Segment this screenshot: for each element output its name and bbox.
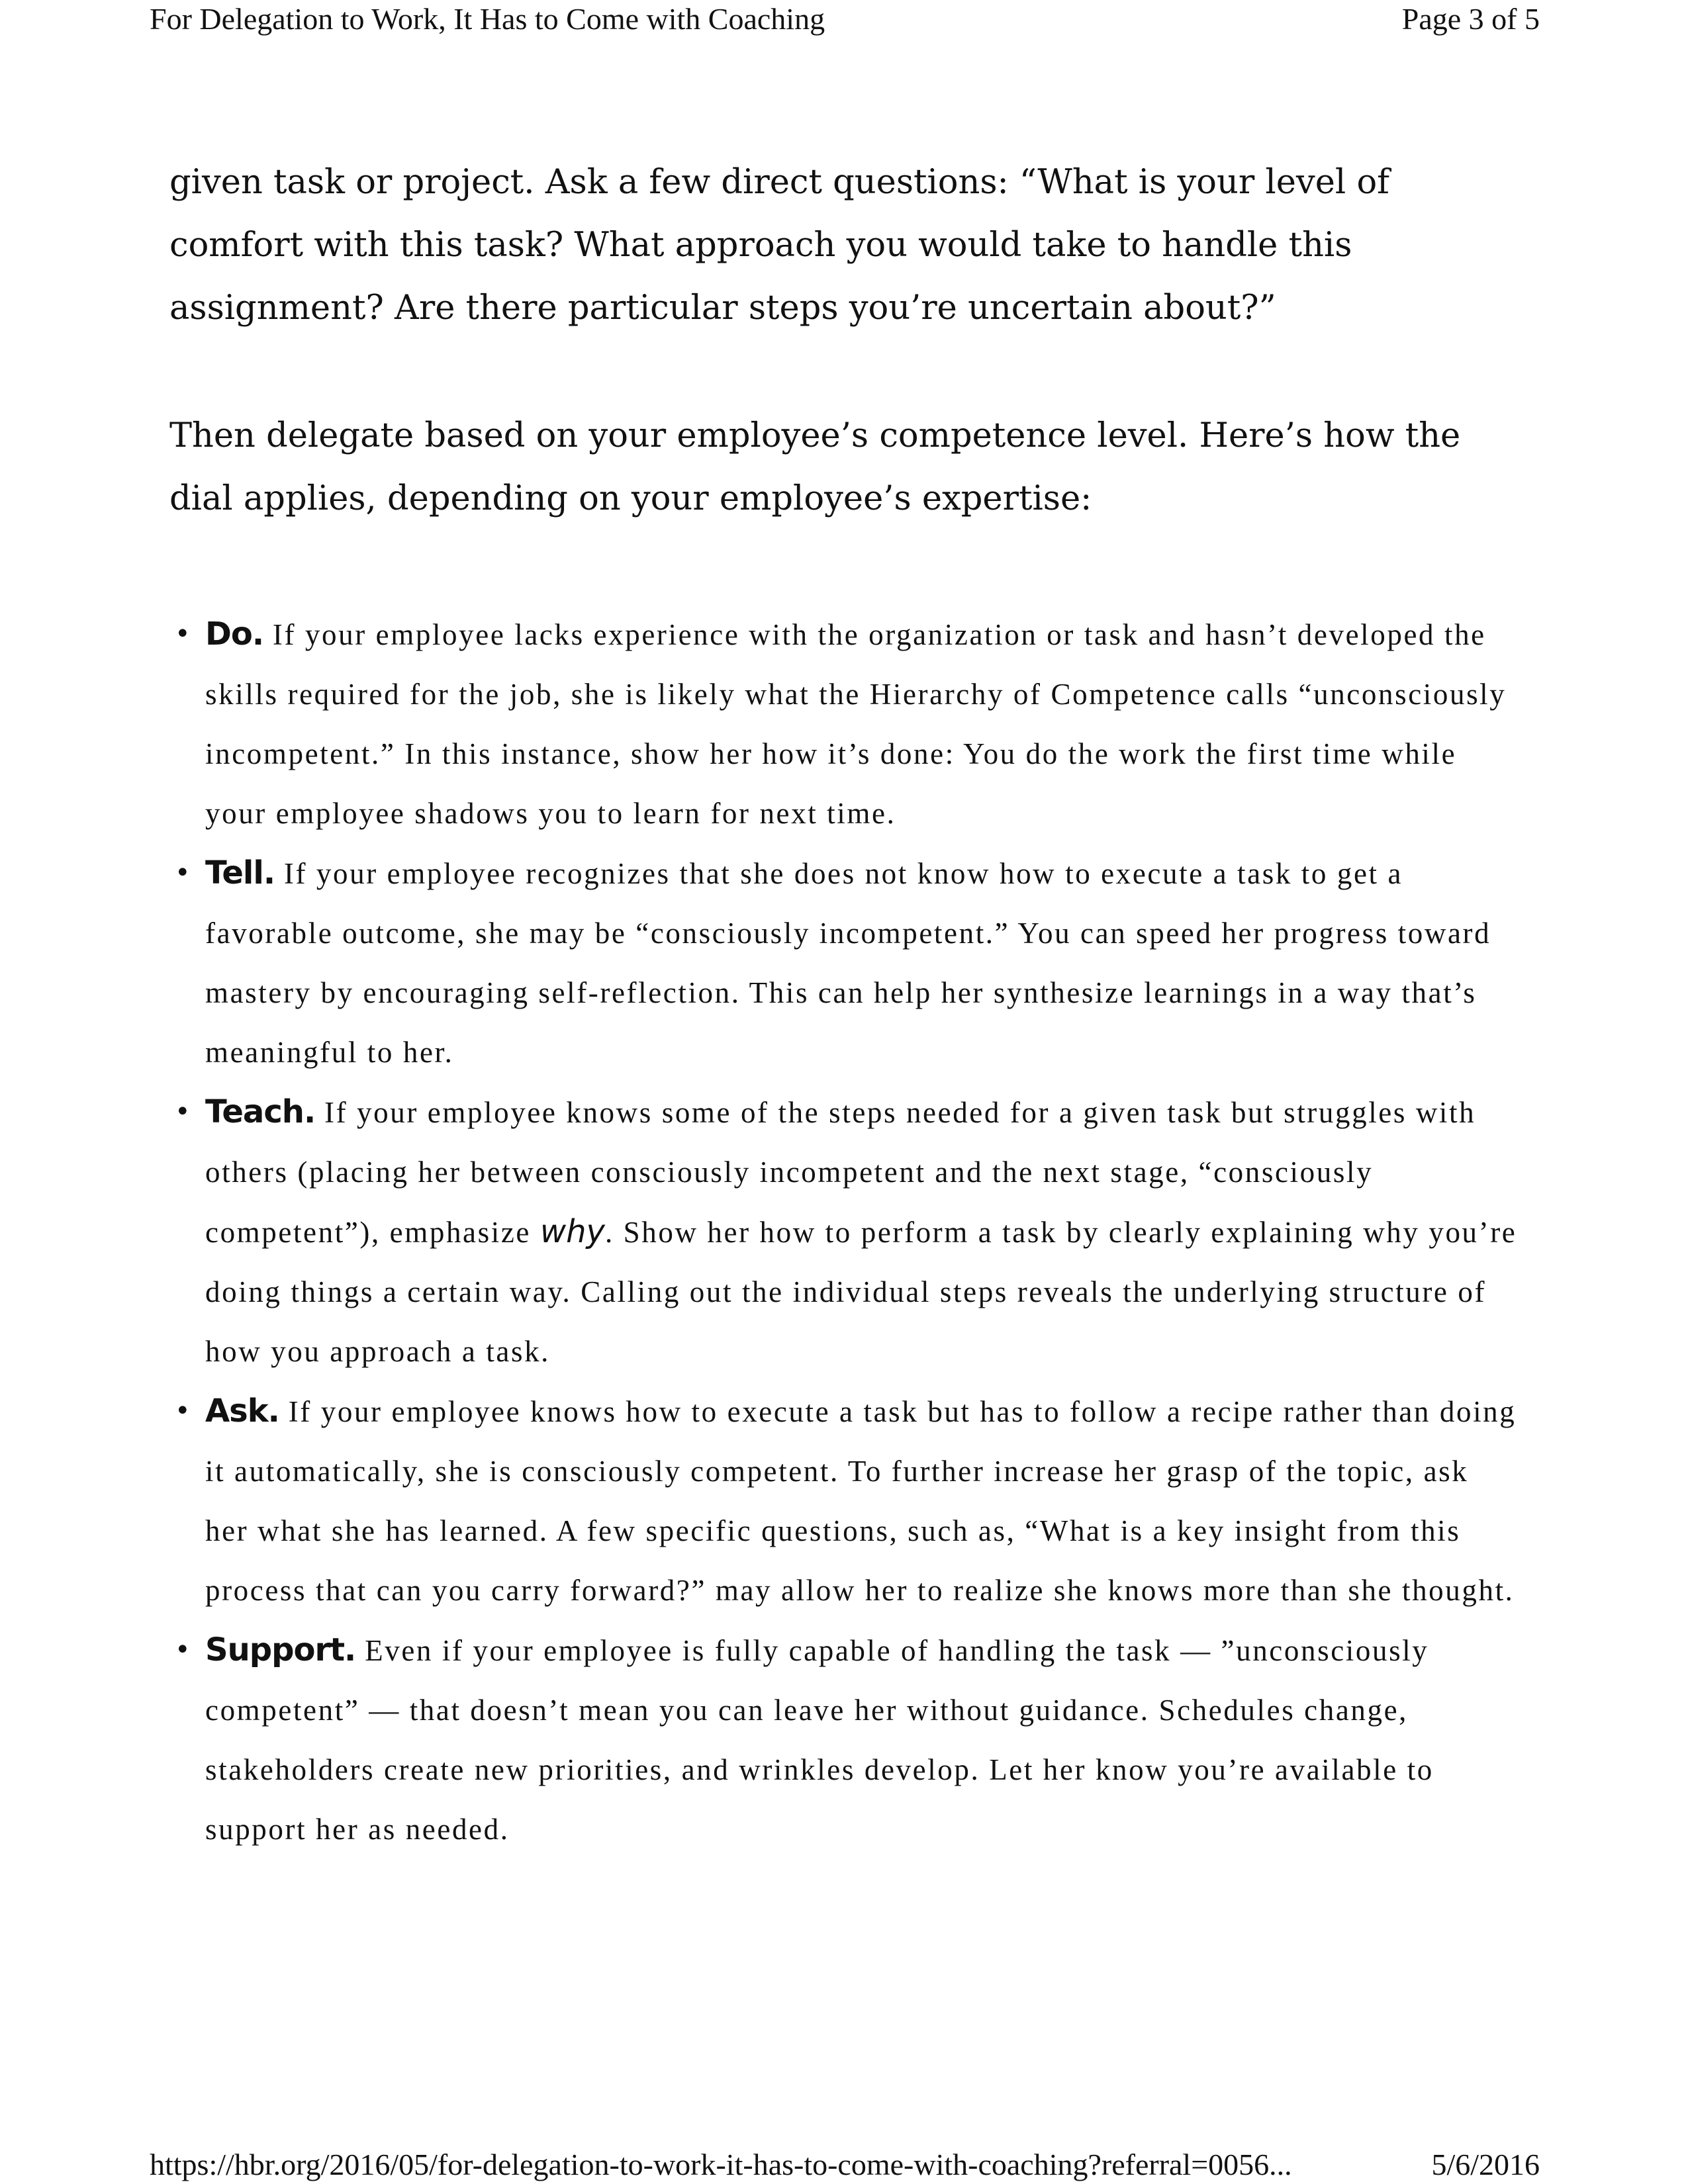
bullet-term: Ask.: [205, 1392, 279, 1430]
print-date: 5/6/2016: [1431, 2148, 1540, 2181]
paragraph-delegate-by-competence: Then delegate based on your employee’s competence level. Here’s how the dial applies, depending on your employee’s expertise:: [169, 416, 1461, 518]
bullet-icon: •: [175, 1097, 191, 1127]
bullet-text: Even if your employee is fully capable of handling the task — ”unconsciously competent” — that doesn’t mean you can leave her without guidance. Schedules change, stakeholders create new priorities, and wrinkles develop. Let her know you’re available to support her as needed.: [205, 1634, 1434, 1846]
list-item-tell: [169, 843, 1520, 1082]
list-item-teach: [169, 1082, 1520, 1381]
bullet-text: If your employee knows how to execute a task but has to follow a recipe rather than doing it automatically, she is consciously competent. To further increase her grasp of the topic, ask her what she has learned. A few specific questions, such as, “What is a key insight from this process that can you carry forward?” may allow her to realize she knows more than she thought.: [205, 1395, 1517, 1607]
bullet-icon: •: [175, 619, 191, 649]
competence-dial-list: [169, 604, 1520, 1859]
page-number: Page 3 of 5: [1401, 2, 1540, 36]
article-body: [169, 151, 1520, 1859]
bullet-term: Tell.: [205, 854, 275, 891]
document-title: For Delegation to Work, It Has to Come with Coaching: [150, 2, 825, 36]
print-header: [150, 0, 1540, 40]
bullet-term: Do.: [205, 615, 264, 653]
bullet-emphasis: why: [539, 1213, 605, 1250]
paragraph-intro-questions: given task or project. Ask a few direct questions: “What is your level of comfort with this task? What approach you would take to handle this assignment? Are there particular steps you’re uncertain about?”: [169, 163, 1390, 328]
bullet-term: Support.: [205, 1631, 356, 1668]
bullet-icon: •: [175, 858, 191, 888]
list-item-support: [169, 1620, 1520, 1859]
source-url: https://hbr.org/2016/05/for-delegation-to-work-it-has-to-come-with-coaching?referral=0056...: [150, 2148, 1292, 2181]
bullet-text: If your employee recognizes that she does not know how to execute a task to get a favorable outcome, she may be “consciously incompetent.” You can speed her progress toward mastery by encouraging self-reflection. This can help her synthesize learnings in a way that’s meaningful to her.: [205, 857, 1491, 1069]
print-footer: [150, 2146, 1540, 2184]
list-item-ask: [169, 1381, 1520, 1620]
bullet-text-continued: . Show her how to perform a task by clearly explaining why you’re doing things a certain way. Calling out the individual steps reveals the underlying structure of how you approach a task.: [205, 1216, 1517, 1368]
bullet-text: If your employee knows some of the steps needed for a given task but struggles with others (placing her between consciously incompetent and the next stage, “consciously competent”), emphasize: [205, 1096, 1476, 1249]
list-item-do: [169, 604, 1520, 843]
bullet-term: Teach.: [205, 1093, 316, 1130]
bullet-icon: •: [175, 1396, 191, 1426]
bullet-text: If your employee lacks experience with the organization or task and hasn’t developed the skills required for the job, she is likely what the Hierarchy of Competence calls “unconsciously incompetent.” In this instance, show her how it’s done: You do the work the first time while your employee shadows you to learn for next time.: [205, 618, 1507, 830]
bullet-icon: •: [175, 1635, 191, 1665]
